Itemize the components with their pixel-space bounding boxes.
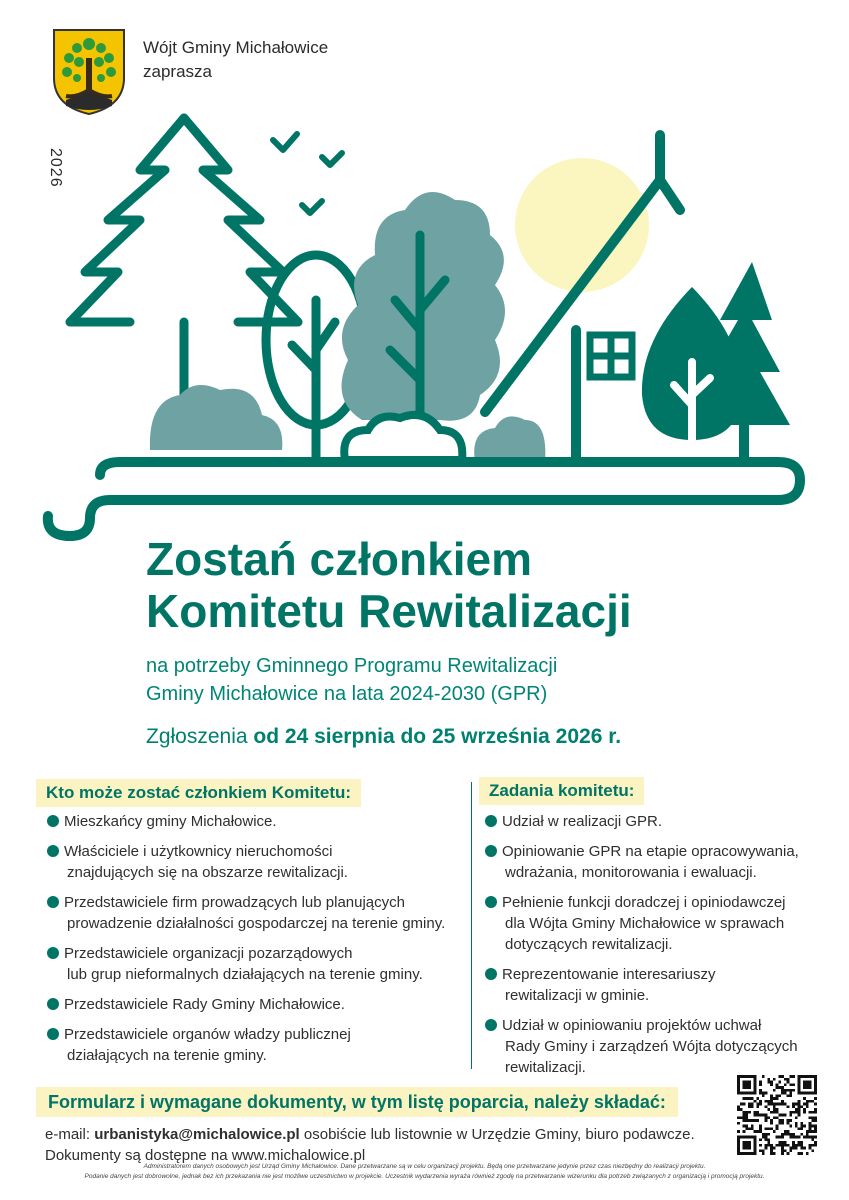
- subtitle-line-1: na potrzeby Gminnego Programu Rewitalizacji: [146, 655, 558, 677]
- subtitle: [146, 652, 786, 708]
- bullet-icon: [485, 845, 497, 857]
- who-can-join-item: [47, 994, 467, 1015]
- who-can-join-item-text: znajdujących się na obszarze rewitalizacji.: [67, 864, 348, 881]
- committee-task-item-text: Opiniowanie GPR na etapie opracowywania,: [502, 843, 799, 860]
- who-can-join-item: [47, 811, 467, 832]
- gdpr-footer: [0, 1162, 849, 1182]
- bush-white-shape: [344, 415, 462, 460]
- header-line-1: Wójt Gminy Michałowice: [143, 38, 329, 57]
- committee-task-item: [485, 1015, 815, 1078]
- application-deadline: [146, 722, 836, 752]
- footer-line-1: Administratorem danych osobowych jest Urząd Gminy Michałowice. Dane przetwarzane są w celu organizacji projektu. Będą one przetwarzane jedynie przez czas niezbędny do realizacji projektu.: [143, 1163, 706, 1170]
- pine-tree-shape: [70, 118, 298, 420]
- deadline-prefix: Zgłoszenia: [146, 725, 248, 748]
- main-title: [146, 533, 836, 637]
- who-can-join-item: [47, 1024, 467, 1066]
- subtitle-line-2: Gminy Michałowice na lata 2024-2030 (GPR): [146, 683, 548, 705]
- deadline-dates: od 24 sierpnia do 25 września 2026 r.: [253, 725, 622, 748]
- footer-line-2: Podanie danych jest dobrowolne, jednak bez ich przekazania nie jest możliwe uczestnictwo w projekcie. Uczestnik wydarzenia wyraża również zgodę na przetwarzanie wizerunku dla potrzeb związanych z organizacją i promocją projektu.: [84, 1173, 765, 1180]
- committee-task-item-text: Pełnienie funkcji doradczej i opiniodawczej: [502, 894, 786, 911]
- title-line-2: Komitetu Rewitalizacji: [146, 585, 632, 637]
- committee-task-item-text: Rady Gminy i zarządzeń Wójta dotyczących: [505, 1038, 798, 1055]
- documents-availability: Dokumenty są dostępne na www.michalowice.pl: [45, 1147, 366, 1164]
- year-label: 2026: [47, 148, 64, 188]
- email-link[interactable]: urbanistyka@michalowice.pl: [94, 1126, 300, 1143]
- contact-info: [45, 1124, 735, 1166]
- bullet-icon: [485, 968, 497, 980]
- committee-task-item: [485, 841, 815, 883]
- who-can-join-item-text: prowadzenie działalności gospodarczej na terenie gminy.: [67, 915, 446, 932]
- bullet-icon: [47, 815, 59, 827]
- committee-task-item: [485, 811, 815, 832]
- who-can-join-item: [47, 892, 467, 934]
- who-can-join-item-text: Przedstawiciele Rady Gminy Michałowice.: [64, 996, 345, 1013]
- bullet-icon: [485, 896, 497, 908]
- contact-line-email: [45, 1124, 735, 1145]
- who-can-join-item-text: Przedstawiciele organów władzy publicznej: [64, 1026, 351, 1043]
- who-can-join-item: [47, 841, 467, 883]
- committee-tasks-heading: Zadania komitetu:: [479, 777, 644, 805]
- who-can-join-item-text: Przedstawiciele organizacji pozarządowych: [64, 945, 353, 962]
- committee-task-item-text: Udział w opiniowaniu projektów uchwał: [502, 1017, 762, 1034]
- ground-line-shape: [48, 462, 800, 536]
- bullet-icon: [485, 815, 497, 827]
- who-can-join-item-text: Przedstawiciele firm prowadzących lub planujących: [64, 894, 405, 911]
- header-invitation: [143, 36, 443, 84]
- who-can-join-heading: Kto może zostać członkiem Komitetu:: [36, 779, 361, 807]
- who-can-join-item-text: lub grup nieformalnych działających na terenie gminy.: [67, 966, 423, 983]
- committee-task-item-text: rewitalizacji w gminie.: [505, 987, 650, 1004]
- title-line-1: Zostań członkiem: [146, 533, 532, 585]
- bush-left-shape: [150, 385, 282, 450]
- bullet-icon: [485, 1019, 497, 1031]
- house-window-icon: [590, 335, 632, 377]
- who-can-join-list: [47, 811, 467, 1075]
- header-line-2: zaprasza: [143, 62, 212, 81]
- committee-task-item-text: Udział w realizacji GPR.: [502, 813, 663, 830]
- landscape-illustration: [0, 90, 849, 550]
- committee-task-item-text: rewitalizacji.: [505, 1059, 586, 1076]
- who-can-join-item-text: działających na terenie gminy.: [67, 1047, 267, 1064]
- committee-tasks-list: [485, 811, 815, 1087]
- who-can-join-item-text: Właściciele i użytkownicy nieruchomości: [64, 843, 333, 860]
- committee-task-item: [485, 892, 815, 955]
- committee-task-item-text: dla Wójta Gminy Michałowice w sprawach: [505, 915, 785, 932]
- email-prefix: e-mail:: [45, 1126, 91, 1143]
- bullet-icon: [47, 1028, 59, 1040]
- who-can-join-item: [47, 943, 467, 985]
- column-divider: [471, 782, 472, 1069]
- committee-task-item-text: dotyczących rewitalizacji.: [505, 936, 673, 953]
- qr-code-icon: [737, 1075, 817, 1155]
- form-submission-heading: Formularz i wymagane dokumenty, w tym listę poparcia, należy składać:: [36, 1087, 678, 1117]
- bullet-icon: [47, 998, 59, 1010]
- committee-task-item: [485, 964, 815, 1006]
- bush-right-shape: [474, 416, 545, 462]
- birds-icon: [273, 134, 342, 213]
- who-can-join-item-text: Mieszkańcy gminy Michałowice.: [64, 813, 277, 830]
- bullet-icon: [47, 845, 59, 857]
- committee-task-item-text: Reprezentowanie interesariuszy: [502, 966, 716, 983]
- bullet-icon: [47, 896, 59, 908]
- email-suffix: osobiście lub listownie w Urzędzie Gminy, biuro podawcze.: [303, 1126, 695, 1143]
- committee-task-item-text: wdrażania, monitorowania i ewaluacji.: [505, 864, 757, 881]
- bullet-icon: [47, 947, 59, 959]
